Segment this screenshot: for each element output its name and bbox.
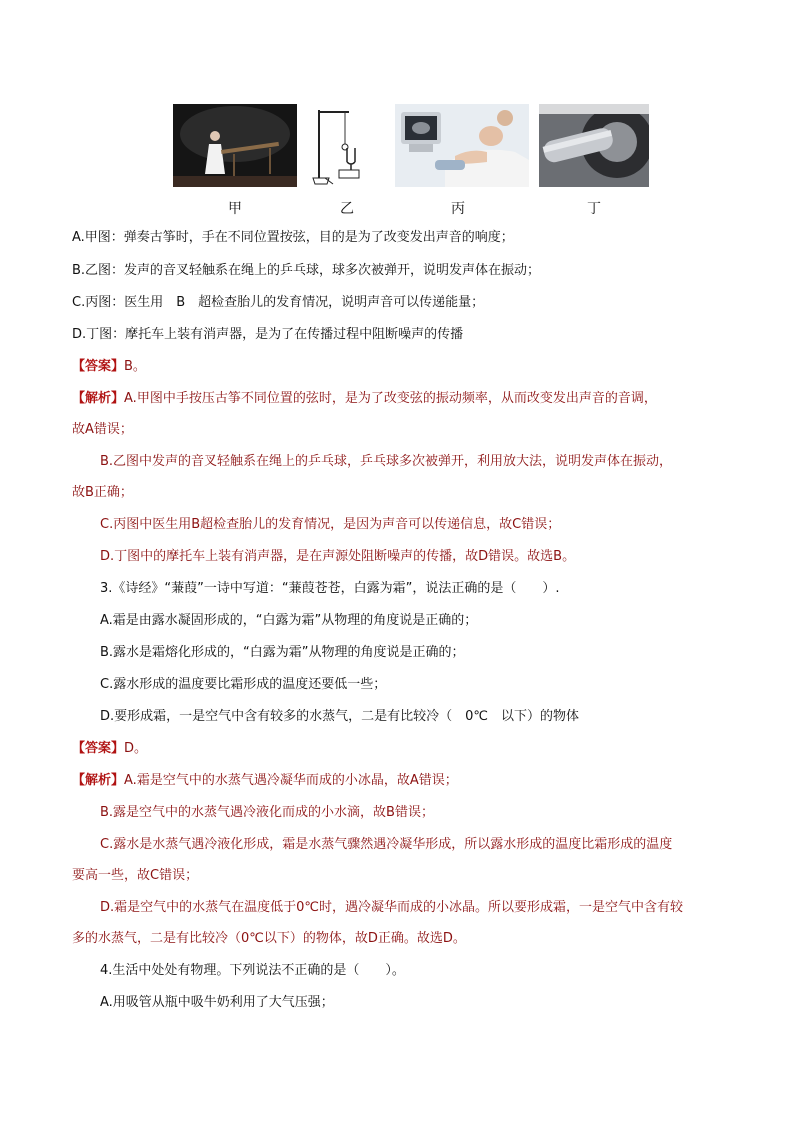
q2-answer-tag: 【答案】: [72, 359, 125, 374]
q3-option-d: D.要形成霜，一是空气中含有较多的水蒸气，二是有比较冷（ 0℃ 以下）的物体: [100, 709, 580, 724]
q3-analysis-text: A.霜是空气中的水蒸气遇冷凝华而成的小冰晶，故A错误；: [124, 773, 458, 788]
q3-answer: [72, 739, 732, 759]
q3-analysis-line-2: B.露是空气中的水蒸气遇冷液化而成的小水滴，故B错误；: [100, 805, 434, 820]
q2-answer-value: B。: [124, 359, 146, 374]
q3-option-c: C.露水形成的温度要比霜形成的温度还要低一些；: [100, 677, 387, 692]
q2-option-b: B.乙图：发声的音叉轻触系在绳上的乒乓球，球多次被弹开，说明发声体在振动；: [72, 263, 541, 278]
figure-label-bing: 丙: [451, 201, 465, 217]
q2-option-c: C.丙图：医生用 B 超检查胎儿的发育情况，说明声音可以传递能量；: [72, 295, 485, 310]
q3-analysis-line-6: 多的水蒸气，二是有比较冷（0℃以下）的物体，故D正确。故选D。: [72, 931, 466, 946]
q3-analysis-line-1: [72, 771, 732, 791]
q3-stem: 3.《诗经》“蒹葭”一诗中写道：“蒹葭苍苍，白露为霜”，说法正确的是（ ）.: [100, 581, 560, 596]
q2-option-a: A.甲图：弹奏古筝时，手在不同位置按弦，目的是为了改变发出声音的响度；: [72, 230, 514, 245]
q3-answer-tag: 【答案】: [72, 741, 125, 756]
q4-option-a: A.用吸管从瓶中吸牛奶利用了大气压强；: [100, 995, 334, 1010]
q3-option-b: B.露水是霜熔化形成的，“白露为霜”从物理的角度说是正确的；: [100, 645, 465, 660]
q2-analysis-line-4: 故B正确；: [72, 485, 133, 500]
figure-label-ding: 丁: [587, 201, 601, 217]
q3-analysis-line-5: D.霜是空气中的水蒸气在温度低于0℃时，遇冷凝华而成的小冰晶。所以要形成霜，一是空气中含有较: [100, 900, 684, 915]
q2-option-d: D.丁图：摩托车上装有消声器，是为了在传播过程中阻断噪声的传播: [72, 327, 464, 342]
q2-analysis-text: A.甲图中手按压古筝不同位置的弦时，是为了改变弦的振动频率，从而改变发出声音的音调，: [124, 391, 657, 406]
q2-analysis-line-1: [72, 389, 732, 409]
q4-stem: 4.生活中处处有物理。下列说法不正确的是（ ）。: [100, 963, 405, 978]
figure-label-yi: 乙: [340, 201, 354, 217]
q2-analysis-tag: 【解析】: [72, 391, 125, 406]
q3-analysis-line-4: 要高一些，故C错误；: [72, 868, 199, 883]
q3-analysis-line-3: C.露水是水蒸气遇冷液化形成，霜是水蒸气骤然遇冷凝华形成，所以露水形成的温度比霜形成的温度: [100, 837, 673, 852]
figure-label-jia: 甲: [228, 201, 242, 217]
q3-option-a: A.霜是由露水凝固形成的，“白露为霜”从物理的角度说是正确的；: [100, 613, 478, 628]
q2-analysis-line-2: 故A错误；: [72, 422, 133, 437]
guzheng-performance-image: [173, 104, 297, 187]
q2-answer: [72, 357, 732, 377]
q2-analysis-line-5: C.丙图中医生用B超检查胎儿的发育情况，是因为声音可以传递信息，故C错误；: [100, 517, 561, 532]
q2-analysis-line-3: B.乙图中发声的音叉轻触系在绳上的乒乓球，乒乓球多次被弹开，利用放大法，说明发声体在振动，: [100, 454, 673, 469]
motorcycle-muffler-image: [539, 104, 649, 187]
ultrasound-exam-image: [395, 104, 529, 187]
q3-analysis-tag: 【解析】: [72, 773, 125, 788]
q3-answer-value: D。: [124, 741, 148, 756]
figure-labels: [0, 198, 794, 218]
q2-analysis-line-6: D.丁图中的摩托车上装有消声器，是在声源处阻断噪声的传播，故D错误。故选B。: [100, 549, 576, 564]
tuning-fork-stand-image: [311, 104, 361, 187]
figure-row: [173, 104, 653, 188]
